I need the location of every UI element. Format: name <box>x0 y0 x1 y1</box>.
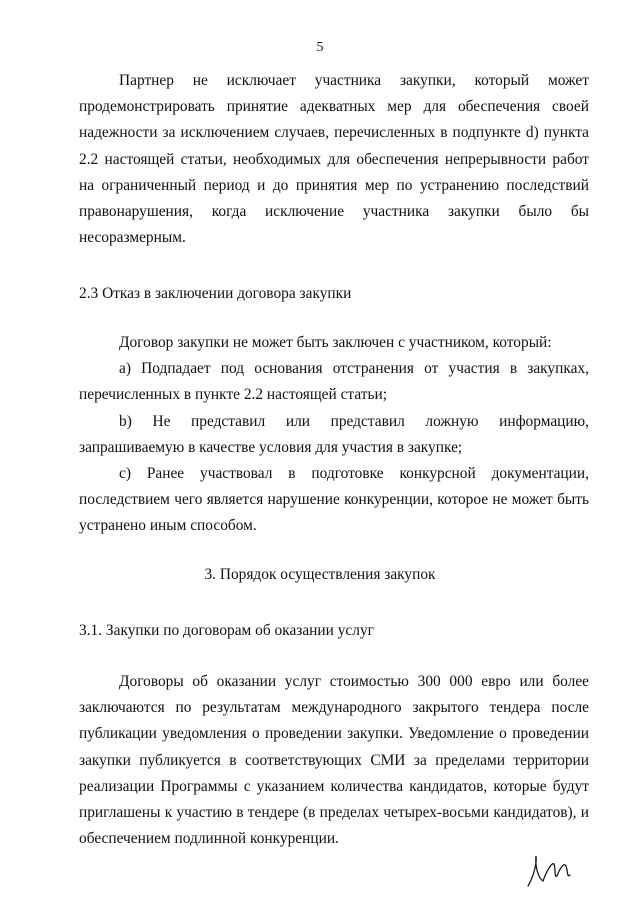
signature-initials <box>524 848 574 899</box>
section-3-1-paragraph: Договоры об оказании услуг стоимостью 300 000 евро или более заключаются по результатам международного закрытого тендера после публикации уведомления о проведении закупки. Уведомление о проведении закупки публикуется в соответствующих СМИ за пределами территории реализации Программы с указанием количества кандидатов, которые будут приглашены к участию в тендере (в пределах четырех-восьми кандидатов), и обеспечением подлинной конкуренции. <box>79 673 589 848</box>
list-item-a: а) Подпадает под основания отстранения от участия в закупках, перечисленных в пункте 2.2 настоящей статьи; <box>79 360 589 404</box>
section-2-3-heading: 2.3 Отказ в заключении договора закупки <box>79 285 352 302</box>
section-3-1-heading: 3.1. Закупки по договорам об оказании услуг <box>79 622 374 639</box>
section-2-3-block <box>79 330 589 540</box>
paragraph-partner: Партнер не исключает участника закупки, который может продемонстрировать принятие адекватных мер для обеспечения своей надежности за исключением случаев, перечисленных в подпункте d) пункта 2.2 настоящей статьи, необходимых для обеспечения непрерывности работ на ограниченный период и до принятия мер по устранению последствий правонарушения, когда исключение участника закупки было бы несоразмерным. <box>79 72 589 247</box>
section-3-heading: 3. Порядок осуществления закупок <box>204 566 436 583</box>
section-2-3-intro: Договор закупки не может быть заключен с участником, который: <box>119 334 552 351</box>
section-3-1-block <box>79 669 589 852</box>
paragraph-partner-block <box>79 68 589 251</box>
list-item-b: b) Не представил или представил ложную информацию, запрашиваемую в качестве условия для участия в закупке; <box>79 412 589 456</box>
list-item-c: c) Ранее участвовал в подготовке конкурсной документации, последствием чего является нарушение конкуренции, которое не может быть устранено иным способом. <box>79 465 589 535</box>
page-number: 5 <box>316 40 324 55</box>
